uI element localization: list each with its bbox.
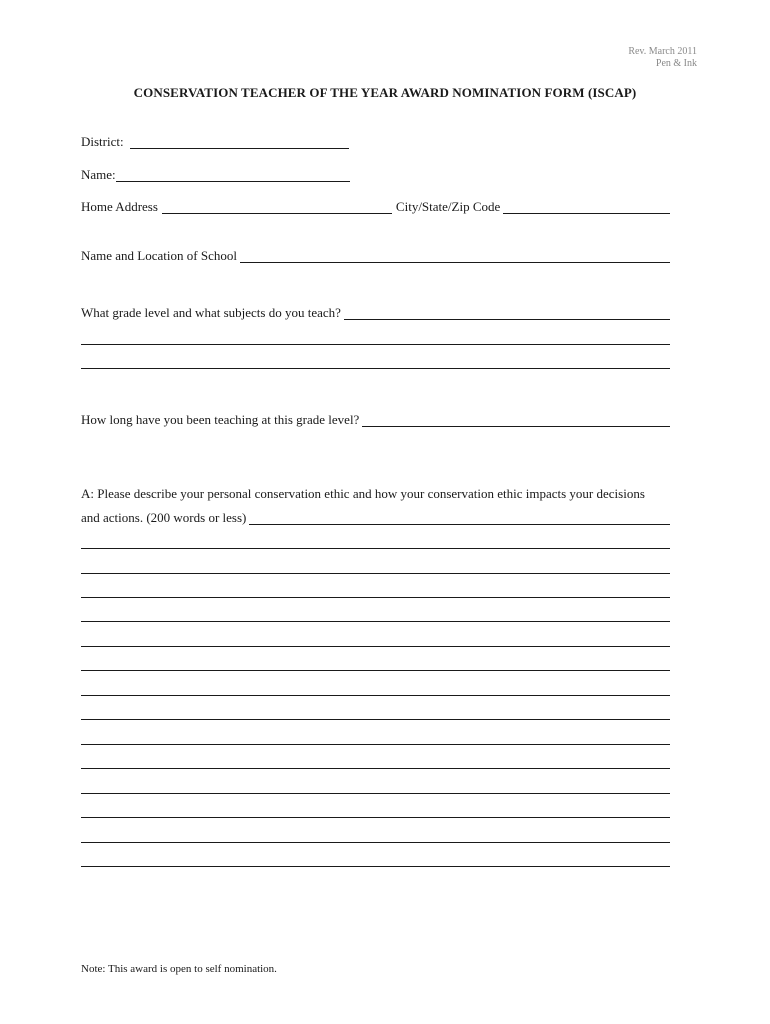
answer-line[interactable] — [81, 719, 670, 720]
answer-line[interactable] — [81, 646, 670, 647]
answer-line[interactable] — [81, 768, 670, 769]
answer-line[interactable] — [81, 597, 670, 598]
answer-line[interactable] — [81, 573, 670, 574]
district-label: District: — [81, 134, 124, 149]
city-state-zip-label: City/State/Zip Code — [395, 199, 501, 214]
answer-line[interactable] — [81, 621, 670, 622]
years-teaching-field[interactable] — [362, 414, 670, 427]
form-title: CONSERVATION TEACHER OF THE YEAR AWARD NOMINATION FORM (ISCAP) — [133, 85, 637, 100]
name-label: Name: — [81, 167, 116, 182]
revision-medium: Pen & Ink — [655, 58, 697, 69]
district-row — [81, 134, 670, 149]
self-nomination-note: Note: This award is open to self nomination. — [81, 963, 277, 975]
question-a-row — [81, 510, 670, 525]
grade-subjects-row — [81, 305, 670, 320]
answer-line[interactable] — [81, 793, 670, 794]
address-row — [81, 199, 670, 214]
question-a-field[interactable] — [249, 512, 670, 525]
revision-date: Rev. March 2011 — [628, 46, 697, 57]
home-address-label: Home Address — [81, 199, 158, 214]
years-teaching-row — [81, 412, 670, 427]
answer-line[interactable] — [81, 744, 670, 745]
answer-line[interactable] — [81, 842, 670, 843]
answer-line[interactable] — [81, 548, 670, 549]
school-field[interactable] — [240, 250, 670, 263]
answer-line[interactable] — [81, 817, 670, 818]
city-state-zip-field[interactable] — [503, 201, 670, 214]
grade-subjects-field[interactable] — [344, 307, 670, 320]
revision-block — [628, 46, 697, 70]
district-field[interactable] — [130, 136, 349, 149]
question-a-text: A: Please describe your personal conservation ethic and how your conservation ethic impacts your decisions — [81, 486, 645, 501]
answer-line[interactable] — [81, 695, 670, 696]
question-a-text-cont: and actions. (200 words or less) — [81, 510, 247, 525]
home-address-field[interactable] — [162, 201, 392, 214]
grade-subjects-line[interactable] — [81, 344, 670, 345]
school-row — [81, 248, 670, 263]
grade-subjects-line[interactable] — [81, 368, 670, 369]
answer-line[interactable] — [81, 670, 670, 671]
grade-subjects-label: What grade level and what subjects do you teach? — [81, 305, 341, 320]
name-row — [81, 167, 670, 182]
answer-line[interactable] — [81, 866, 670, 867]
name-field[interactable] — [116, 169, 350, 182]
years-teaching-label: How long have you been teaching at this grade level? — [81, 412, 360, 427]
school-label: Name and Location of School — [81, 248, 237, 263]
